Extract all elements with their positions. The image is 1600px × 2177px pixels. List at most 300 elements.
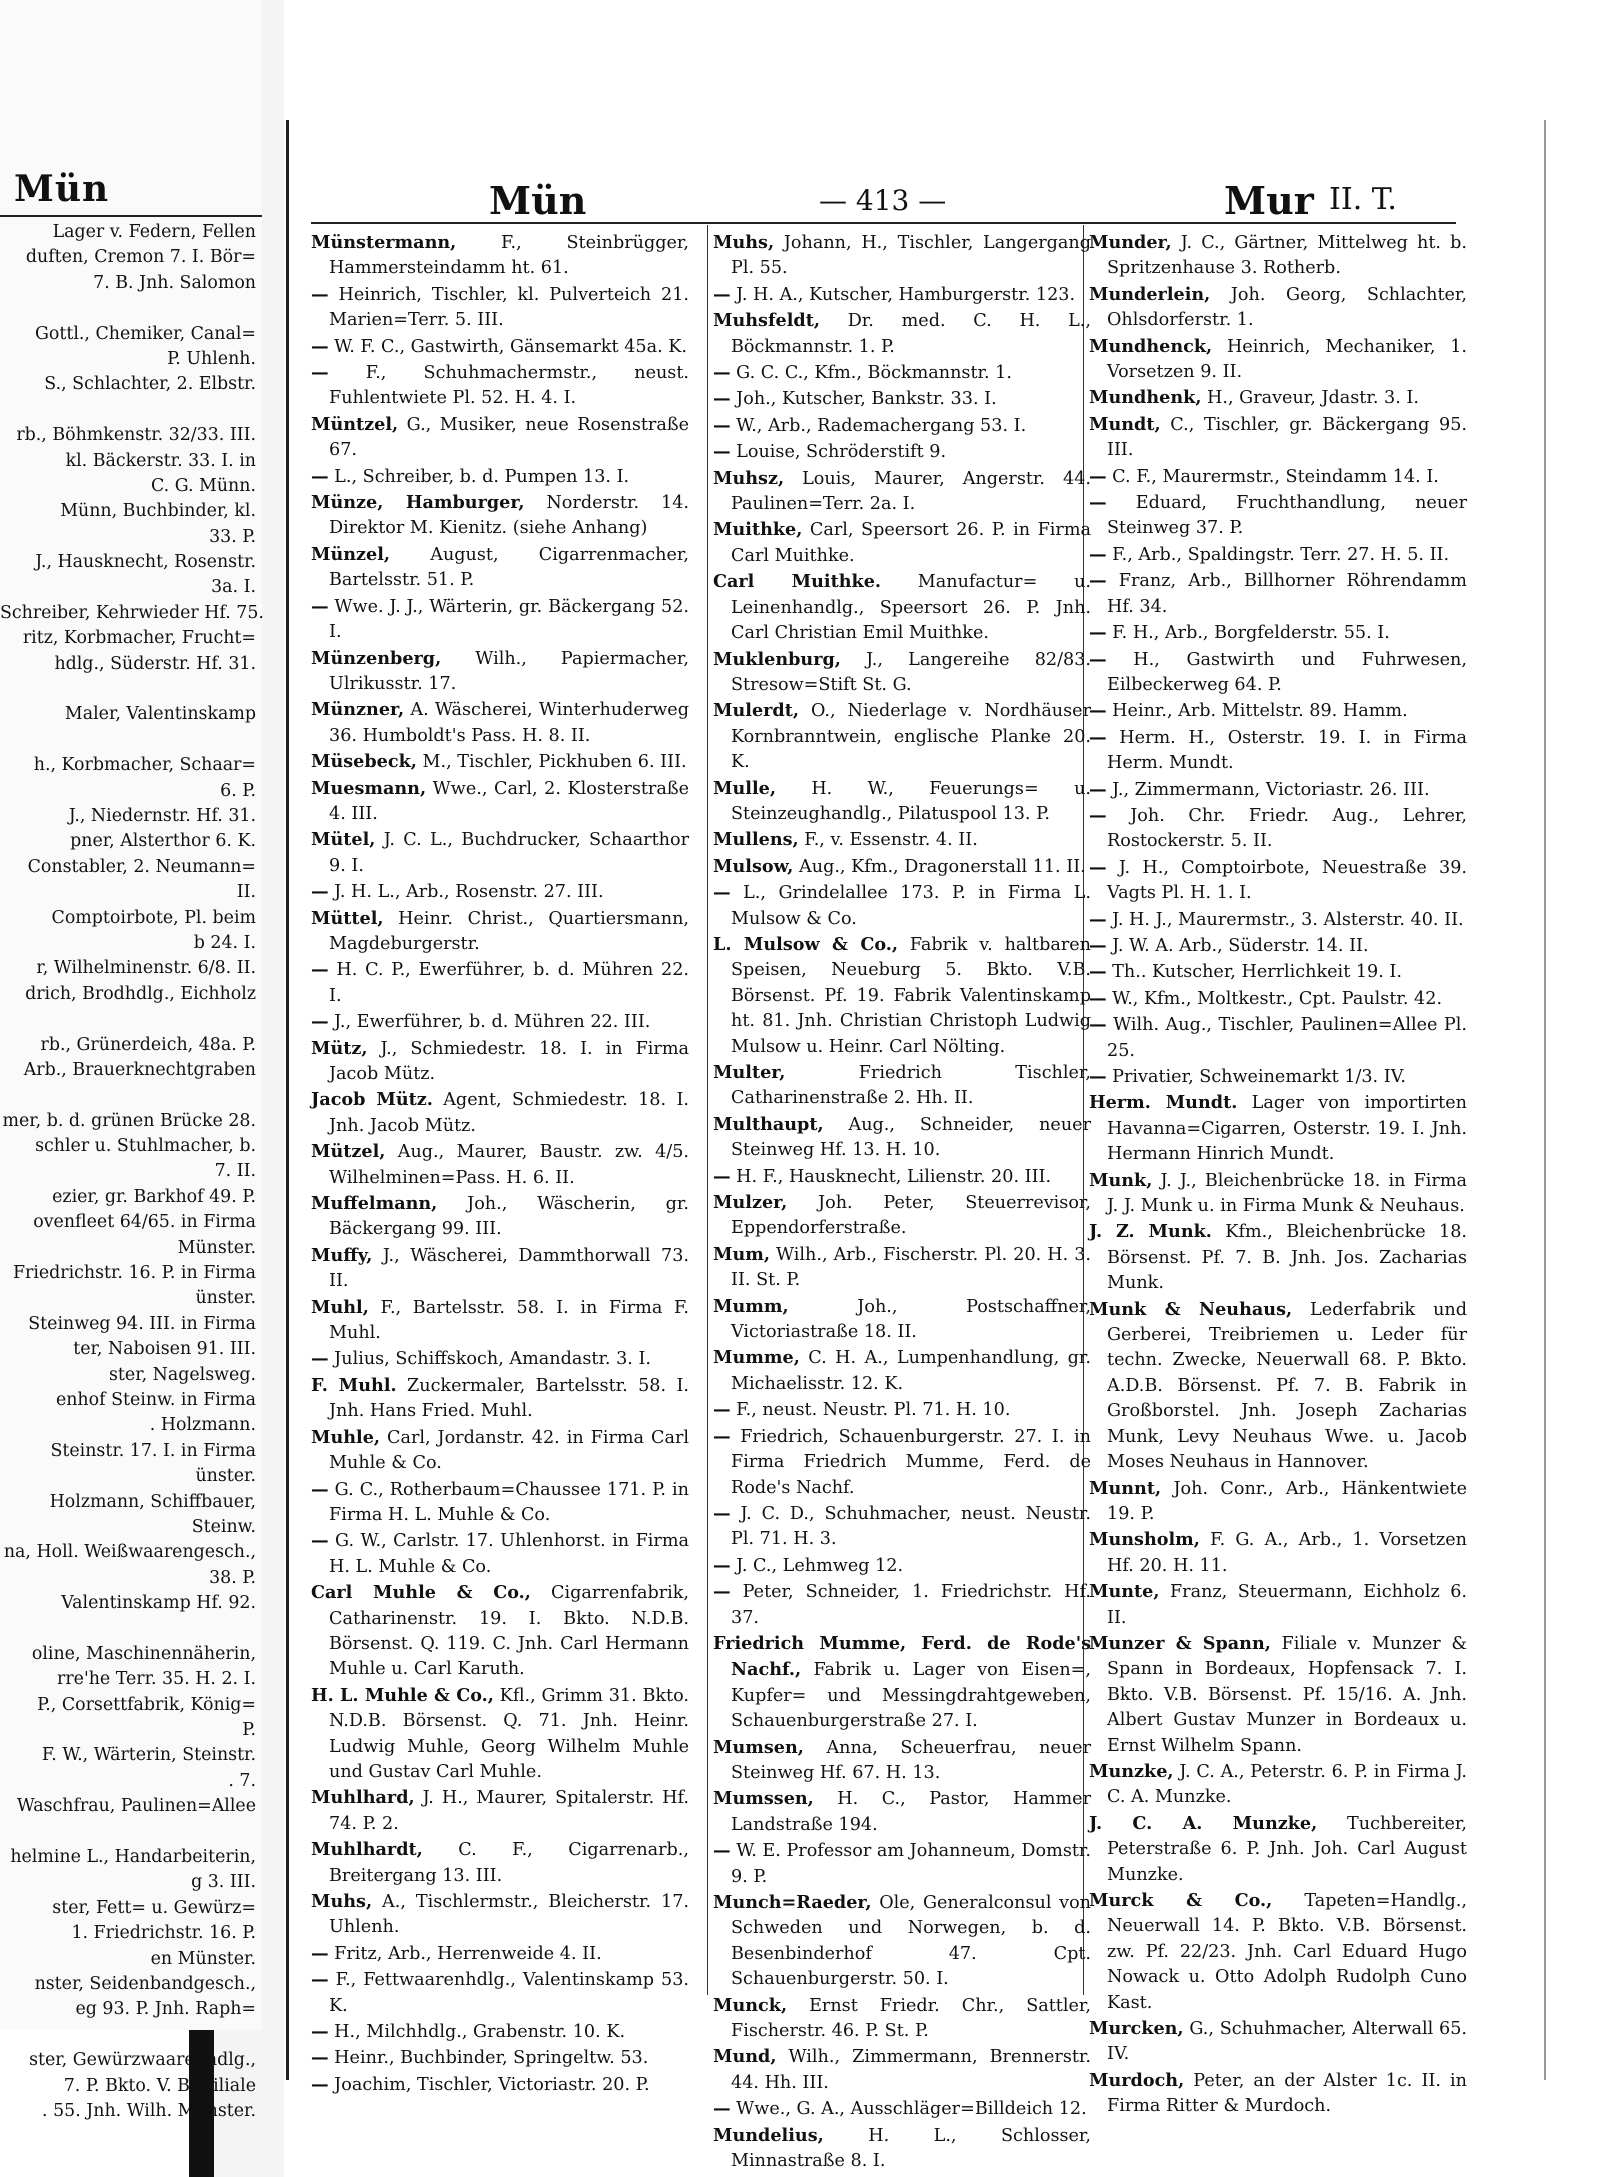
entry-name: Murck & Co., [1089,1890,1273,1911]
entry-name: Munderlein, [1089,283,1211,305]
entry-details: Wilh., Arb., Fischerstr. Pl. 20. H. 3. II. St. P. [731,1244,1091,1291]
entry-details: Wwe., G. A., Ausschläger=Billdeich 12. [730,2099,1087,2120]
directory-entry [713,360,1091,386]
directory-entry [713,2096,1091,2122]
left-page-line: ünster. [195,1288,256,1309]
entry-name: — [713,283,731,305]
entry-name: Muklenburg, [713,648,841,670]
left-page-line: J., Niedernstr. Hf. 31. [68,805,256,826]
entry-name: — [311,1348,329,1370]
left-page-line [0,398,262,423]
directory-entry [713,1060,1091,1112]
entry-name: — [311,1969,329,1991]
entry-name: — [311,1530,329,1552]
directory-entry [311,827,689,879]
directory-entry [1089,1297,1467,1476]
entry-details: W., Arb., Rademachergang 53. I. [730,415,1027,436]
entry-name: — [1089,778,1107,800]
left-page-line: 7. B. Jnh. Salomon [93,272,256,293]
directory-entry [311,1346,689,1372]
entry-details: F., neust. Neustr. Pl. 71. H. 10. [730,1400,1011,1421]
entry-name: — [713,414,731,436]
left-page-line: 6. P. [220,780,256,801]
directory-entry [311,749,689,775]
entry-details: G., Schuhmacher, Alterwall 65. IV. [1107,2019,1467,2065]
entry-details: Aug., Maurer, Baustr. zw. 4/5. Wilhelminen=Pass. H. 6. II. [329,1142,689,1188]
left-page-line: Arb., Brauerknechtgraben [23,1059,256,1080]
entry-details: Louise, Schröderstift 9. [730,442,947,463]
directory-entry [311,1425,689,1477]
entry-name: Munzer & Spann, [1089,1632,1271,1654]
left-page-line: ster, Fett= u. Gewürz= [52,1897,256,1918]
entry-name: — [1089,648,1107,670]
left-page-line: Steinweg 94. III. in Firma [28,1313,256,1334]
directory-entry [1089,412,1467,464]
left-page-line: F. W., Wärterin, Steinstr. [41,1745,256,1766]
directory-entry [713,854,1091,880]
entry-name: J. Z. Munk. [1089,1221,1212,1243]
left-page-line: Friedrichstr. 16. P. in Firma [12,1263,256,1284]
left-page-line [0,296,262,321]
entry-name: — [1089,465,1107,487]
left-page-line [0,677,262,702]
left-page-line: mer, b. d. grünen Brücke 28. [2,1110,256,1131]
directory-entry [1089,282,1467,334]
entry-name: Müntzel, [311,413,399,435]
directory-entry [1089,385,1467,411]
entry-name: — [1089,804,1107,826]
entry-name: Muffy, [311,1244,373,1266]
left-page-line: Münster. [177,1237,256,1258]
left-page-line: schler u. Stuhlmacher, b. [35,1136,256,1157]
entry-details: F., Steinbrügger, Hammersteindamm ht. 61. [329,233,689,279]
directory-entry [1089,647,1467,699]
left-page-line: ovenfleet 64/65. in Firma [33,1212,256,1233]
directory-entry [713,1579,1091,1631]
left-page-line [0,1083,262,1108]
entry-details: Cigarrenfabrik, Catharinenstr. 19. I. Bkto. N.D.B. Börsenst. Q. 119. C. Jnh. Carl Hermann Muhle u. Carl Karuth. [329,1583,689,1680]
entry-name: Mundt, [1089,413,1161,435]
entry-details: Peter, Schneider, 1. Friedrichstr. Hf. 37. [730,1582,1091,1628]
entry-details: Norderstr. 14. Direktor M. Kienitz. (siehe Anhang) [329,493,689,539]
left-page-line: Comptoirbote, Pl. beim [51,907,256,928]
directory-entry [713,1397,1091,1423]
directory-entry [311,1087,689,1139]
left-page-line: Gottl., Chemiker, Canal= [35,323,256,344]
entry-name: — [713,1165,731,1187]
entry-details: J. W. A. Arb., Süderstr. 14. II. [1106,935,1369,956]
entry-details: F., Fettwaarenhdlg., Valentinskamp 53. K. [328,1970,689,2016]
left-page-line: Schreiber, Kehrwieder Hf. 75. [0,602,264,623]
left-page-line: 33. P. [209,526,256,547]
entry-name: — [311,362,329,384]
directory-entry [311,1243,689,1295]
entry-details: Friedrich, Schauenburgerstr. 27. I. in Firma Friedrich Mumme, Ferd. de Rode's Nachf. [730,1426,1091,1498]
entry-name: Müttel, [311,907,384,929]
left-page-line: C. G. Münn. [150,475,256,496]
directory-entry [311,1528,689,1580]
directory-entry [1089,464,1467,490]
entry-details: J., Wäscherei, Dammthorwall 73. II. [329,1245,689,1292]
left-page-line: ünster. [195,1466,256,1487]
entry-name: Mumsen, [713,1736,804,1758]
directory-entry [713,1345,1091,1397]
entry-details: Herm. H., Osterstr. 19. I. in Firma Herm. Mundt. [1106,727,1467,774]
entry-details: J. C. A., Peterstr. 6. P. in Firma J. C. A. Munzke. [1107,1761,1467,1808]
entry-name: — [1089,492,1107,514]
directory-entry [1089,568,1467,620]
entry-details: L., Schreiber, b. d. Pumpen 13. I. [328,466,630,487]
entry-name: Friedrich Mumme, Ferd. de Rode's Nachf., [713,1632,1091,1681]
directory-entry [713,230,1091,282]
entry-details: H. C. P., Ewerführer, b. d. Mühren 22. I. [328,960,689,1006]
left-page-line: . 55. Jnh. Wilh. Münster. [42,2100,256,2121]
left-page-line: pner, Alsterthor 6. K. [70,831,256,852]
left-page-line: . Holzmann. [149,1415,256,1436]
left-page-line: duften, Cremon 7. I. Bör= [25,247,256,268]
entry-details: J. H., Maurer, Spitalerstr. Hf. 74. P. 2. [329,1788,689,1834]
entry-name: — [311,1011,329,1033]
directory-entry [311,1295,689,1347]
entry-name: — [311,881,329,903]
entry-details: Dr. med. C. H. L., Böckmannstr. 1. P. [731,311,1091,357]
left-page-line: J., Hausknecht, Rosenstr. [35,552,256,573]
directory-entry [311,412,689,464]
directory-entry [311,360,689,412]
directory-entry [1089,986,1467,1012]
entry-name: Multhaupt, [713,1113,824,1135]
entry-details: J. C. D., Schuhmacher, neust. Neustr. Pl. 71. H. 3. [730,1503,1091,1550]
entry-details: C., Tischler, gr. Bäckergang 95. III. [1107,414,1467,461]
entry-details: Ole, Generalconsul von Schweden und Norwegen, b. d. Besenbinderhof 47. Cpt. Schauenburgerstr. 50. I. [731,1893,1091,1990]
directory-entry [311,1785,689,1837]
directory-entry [1089,1579,1467,1631]
entry-name: Mütel, [311,829,376,851]
directory-entry [311,957,689,1009]
left-page-line: P., Corsettfabrik, König= [37,1694,256,1715]
left-page-line: Maler, Valentinskamp [64,704,256,725]
entry-details: W. E. Professor am Johanneum, Domstr. 9. P. [730,1841,1091,1887]
entry-details: Joh. Georg, Schlachter, Ohlsdorferstr. 1. [1107,284,1467,331]
left-page-line: na, Holl. Weißwaarengesch., [3,1542,256,1563]
entry-details: Joh. Peter, Steuerrevisor, Eppendorferstraße. [731,1193,1091,1239]
directory-entry [311,542,689,594]
directory-entry [1089,1219,1467,1296]
header-rule [311,222,1456,224]
entry-details: Fabrik v. haltbaren Speisen, Neueburg 5. Bkto. V.B. Börsenst. Pf. 19. Fabrik Valentinskamp ht. 81. Jnh. Christian Christoph Ludwig Mulsow u. Heinr. Carl Nölting. [731,934,1091,1057]
entry-details: F. G. A., Arb., 1. Vorsetzen Hf. 20. H. 11. [1107,1530,1467,1576]
entry-details: M., Tischler, Pickhuben 6. III. [416,752,687,773]
entry-details: Joh., Postschaffner, Victoriastraße 18. II. [731,1296,1091,1343]
left-page-line: r, Wilhelminenstr. 6/8. II. [36,958,256,979]
directory-entry [311,2072,689,2098]
directory-entry [713,569,1091,646]
entry-details: J., Ewerführer, b. d. Mühren 22. III. [328,1012,651,1033]
directory-entry [311,1683,689,1786]
entry-name: — [311,283,329,305]
directory-entry [311,1139,689,1191]
entry-details: Kfm., Bleichenbrücke 18. Börsenst. Pf. 7. B. Jnh. Jos. Zacharias Munk. [1107,1222,1468,1294]
entry-name: Munzke, [1089,1760,1174,1782]
entry-name: — [1089,543,1107,565]
left-page-line: 7. P. Bkto. V. B. Filiale [63,2075,256,2096]
entry-details: Johann, H., Tischler, Langergang Pl. 55. [731,233,1091,279]
entry-name: Mützel, [311,1141,386,1163]
left-page-line: b 24. I. [193,932,256,953]
directory-entry [1089,334,1467,386]
entry-name: — [713,1554,731,1576]
entry-name: Munsholm, [1089,1529,1200,1551]
entry-details: Anna, Scheuerfrau, neuer Steinweg Hf. 67. H. 13. [731,1737,1091,1783]
directory-entry [713,1294,1091,1346]
entry-details: Joachim, Tischler, Victoriastr. 20. P. [328,2074,650,2095]
entry-details: Aug., Schneider, neuer Steinweg Hf. 13. H. 10. [731,1114,1091,1161]
directory-entry [713,439,1091,465]
entry-name: Muhle, [311,1426,381,1448]
entry-name: — [713,882,731,904]
entry-name: Mulerdt, [713,700,799,722]
entry-name: — [1089,700,1107,722]
directory-entry [713,2044,1091,2096]
column-1 [311,230,689,2098]
left-page-line: ter, Naboisen 91. III. [73,1339,256,1360]
entry-name: Muithke, [713,519,803,541]
directory-entry [311,490,689,542]
entry-details: Lager von importirten Havanna=Cigarren, Osterstr. 19. I. Jnh. Hermann Hinrich Mundt. [1107,1093,1467,1165]
left-page-line: ster, Nagelsweg. [109,1364,256,1385]
entry-name: Muhsz, [713,467,785,489]
directory-entry [713,1631,1091,1735]
entry-name: Munck, [713,1994,788,2016]
left-page-line [0,1616,262,1641]
directory-entry [311,2045,689,2071]
directory-entry [311,1373,689,1425]
entry-name: — [311,1478,329,1500]
left-page-line: P. Uhlenh. [167,348,256,369]
entry-name: Münzner, [311,699,405,721]
directory-entry [713,1735,1091,1787]
directory-entry [713,2123,1091,2175]
entry-name: — [1089,934,1107,956]
entry-name: Mundelius, [713,2124,824,2146]
directory-entry [713,1112,1091,1164]
left-page-line: . 7. [228,1770,256,1791]
entry-name: Munk, [1089,1169,1153,1191]
entry-name: — [311,1942,329,1964]
left-page-line: enhof Steinw. in Firma [55,1389,256,1410]
left-page-line: Waschfrau, Paulinen=Allee [16,1796,256,1817]
entry-details: J., Langereihe 82/83. Stresow=Stift St. G. [731,649,1091,695]
directory-entry [713,466,1091,518]
column-2 [713,230,1091,2174]
entry-details: Tuchbereiter, Peterstraße 6. P. Jnh. Joh. Carl August Munzke. [1107,1813,1467,1885]
directory-entry [311,594,689,646]
entry-name: Muffelmann, [311,1193,438,1215]
entry-name: J. C. A. Munzke, [1089,1812,1318,1834]
entry-name: Jacob Mütz. [311,1089,433,1111]
entry-name: Muhlhardt, [311,1839,423,1861]
directory-entry [713,413,1091,439]
directory-entry [1089,933,1467,959]
directory-entry [1089,230,1467,282]
entry-name: — [713,1502,731,1524]
entry-name: — [1089,987,1107,1009]
entry-name: Munder, [1089,232,1172,253]
entry-details: G. W., Carlstr. 17. Uhlenhorst. in Firma H. L. Muhle & Co. [328,1531,689,1577]
entry-details: J., Zimmermann, Victoriastr. 26. III. [1106,779,1430,800]
left-page-line: 1. Friedrichstr. 16. P. [71,1923,256,1944]
entry-name: Münzenberg, [311,647,442,669]
directory-entry [1089,803,1467,855]
left-page-line [0,2023,262,2048]
entry-name: Müsebeck, [311,751,417,773]
left-page-line: ezier, gr. Barkhof 49. P. [52,1186,256,1207]
entry-name: — [1089,961,1107,983]
directory-entry [713,282,1091,308]
entry-details: Kfl., Grimm 31. Bkto. N.D.B. Börsenst. Q. 71. Jnh. Heinr. Ludwig Muhle, Georg Wilhelm Muhle und Gustav Carl Muhle. [329,1685,689,1782]
entry-details: H. L., Schlosser, Minnastraße 8. I. [731,2125,1091,2172]
entry-name: Multer, [713,1062,786,1083]
directory-entry [311,776,689,828]
header-right-keyword: Mur [1224,178,1314,223]
entry-details: Heinr., Buchbinder, Springeltw. 53. [328,2048,649,2069]
entry-details: Heinr. Christ., Quartiersmann, Magdeburgerstr. [329,908,689,954]
entry-name: Muhs, [713,232,775,253]
left-page-line: hdlg., Süderstr. Hf. 31. [54,653,256,674]
left-page-line: Steinw. [191,1516,256,1537]
directory-entry [1089,1811,1467,1888]
directory-entry [713,1553,1091,1579]
entry-name: — [311,2021,329,2043]
left-page-line: Steinstr. 17. I. in Firma [50,1440,256,1461]
entry-name: Mulsow, [713,855,794,877]
directory-entry [713,308,1091,360]
directory-entry [311,1967,689,2019]
entry-details: Joh. Conr., Arb., Hänkentwiete 19. P. [1107,1478,1467,1524]
left-page-fragment [0,0,264,2121]
left-page-line: rb., Böhmkenstr. 32/33. III. [16,425,256,446]
entry-name: Murcken, [1089,2018,1184,2040]
entry-name: Münzel, [311,543,391,565]
entry-details: C. F., Cigarrenarb., Breitergang 13. III. [329,1840,689,1886]
entry-details: J. C. L., Buchdrucker, Schaarthor 9. I. [329,830,689,876]
entry-details: W., Kfm., Moltkestr., Cpt. Paulstr. 42. [1106,988,1443,1009]
left-page-line: II. [236,882,256,903]
directory-page [286,120,1546,2172]
left-page-line: g 3. III. [191,1872,256,1893]
left-page-line: helmine L., Handarbeiterin, [10,1847,256,1867]
entry-name: — [311,595,329,617]
entry-name: — [713,1399,731,1421]
directory-entry [713,698,1091,775]
directory-entry [713,1786,1091,1838]
entry-details: Joh. Chr. Friedr. Aug., Lehrer, Rostockerstr. 5. II. [1106,805,1467,852]
directory-entry [713,932,1091,1060]
left-page-line [0,1820,262,1845]
entry-details: A., Tischlermstr., Bleicherstr. 17. Uhlenh. [329,1892,689,1938]
directory-entry [311,334,689,360]
entry-name: Munk & Neuhaus, [1089,1298,1293,1320]
directory-entry [1089,1631,1467,1759]
left-page-line: Valentinskamp Hf. 92. [61,1593,256,1614]
entry-name: — [713,1840,731,1862]
entry-name: Carl Muithke. [713,571,882,593]
left-page-line: 7. II. [214,1161,256,1182]
entry-name: Munte, [1089,1581,1160,1603]
entry-details: A. Wäscherei, Winterhuderweg 36. Humboldt's Pass. H. 8. II. [329,700,689,746]
entry-details: Ernst Friedr. Chr., Sattler, Fischerstr. 46. P. St. P. [731,1995,1091,2042]
entry-name: Muhlhard, [311,1787,415,1809]
directory-entry [311,1036,689,1088]
directory-entry [311,1009,689,1035]
directory-entry [1089,855,1467,907]
directory-entry [1089,698,1467,724]
entry-name: — [1089,908,1107,930]
directory-entry [713,1164,1091,1190]
entry-name: Münze, Hamburger, [311,492,525,514]
entry-name: Mullens, [713,829,799,851]
directory-entry [1089,907,1467,933]
entry-name: Mund, [713,2046,777,2068]
entry-details: G. C. C., Kfm., Böckmannstr. 1. [730,363,1012,384]
entry-details: F. H., Arb., Borgfelderstr. 55. I. [1106,623,1390,644]
left-page-line [0,1007,262,1032]
entry-details: Joh., Kutscher, Bankstr. 33. I. [730,389,997,410]
entry-details: J. C., Gärtner, Mittelweg ht. b. Spritzenhause 3. Rotherb. [1107,233,1467,279]
entry-name: Murdoch, [1089,2069,1185,2091]
entry-name: — [1089,856,1107,878]
left-page-line: drich, Brodhdlg., Eichholz [25,983,256,1004]
left-page-line: oline, Maschinennäherin, [31,1643,256,1664]
entry-name: — [713,1581,731,1603]
directory-entry [311,906,689,958]
entry-details: H., Milchhdlg., Grabenstr. 10. K. [328,2022,626,2043]
entry-name: — [1089,622,1107,644]
entry-name: — [713,388,731,410]
directory-entry [713,1838,1091,1890]
directory-entry [1089,725,1467,777]
entry-details: Wwe., Carl, 2. Klosterstraße 4. III. [329,778,689,824]
entry-details: Privatier, Schweinemarkt 1/3. IV. [1106,1067,1406,1087]
entry-details: Fritz, Arb., Herrenweide 4. II. [328,1943,602,1964]
directory-entry [1089,1168,1467,1220]
entry-details: C. H. A., Lumpenhandlung, gr. Michaelisstr. 12. K. [731,1348,1091,1394]
volume-label: II. T. [1329,182,1397,217]
entry-details: Wilh., Papiermacher, Ulrikusstr. 17. [329,648,689,694]
entry-details: J. H. A., Kutscher, Hamburgerstr. 123. [730,284,1076,305]
directory-entry [1089,1012,1467,1064]
directory-entry [311,646,689,698]
directory-entry [1089,1476,1467,1528]
entry-details: Manufactur= u. Leinenhandlg., Speersort 26. P. Jnh. Carl Christian Emil Muithke. [731,572,1092,644]
entry-details: Joh., Wäscherin, gr. Bäckergang 99. III. [329,1194,689,1240]
directory-entry [311,697,689,749]
entry-details: J. J., Bleichenbrücke 18. in Firma J. J. Munk u. in Firma Munk & Neuhaus. [1107,1170,1467,1217]
entry-name: Muhs, [311,1891,373,1912]
directory-entry [311,1477,689,1529]
directory-entry [713,1424,1091,1501]
entry-name: F. Muhl. [311,1374,397,1396]
entry-details: Wilh. Aug., Tischler, Paulinen=Allee Pl. 25. [1106,1015,1467,1061]
entry-name: — [311,335,329,357]
entry-details: L., Grindelallee 173. P. in Firma L. Mulsow & Co. [730,883,1091,929]
entry-name: Mum, [713,1243,771,1265]
entry-details: Th.. Kutscher, Herrlichkeit 19. I. [1106,962,1402,983]
left-page-line: Lager v. Federn, Fellen [52,222,256,242]
left-page-line: rre'he Terr. 35. H. 2. I. [57,1669,256,1690]
directory-entry [1089,542,1467,568]
entry-details: J. H. L., Arb., Rosenstr. 27. III. [328,882,604,903]
